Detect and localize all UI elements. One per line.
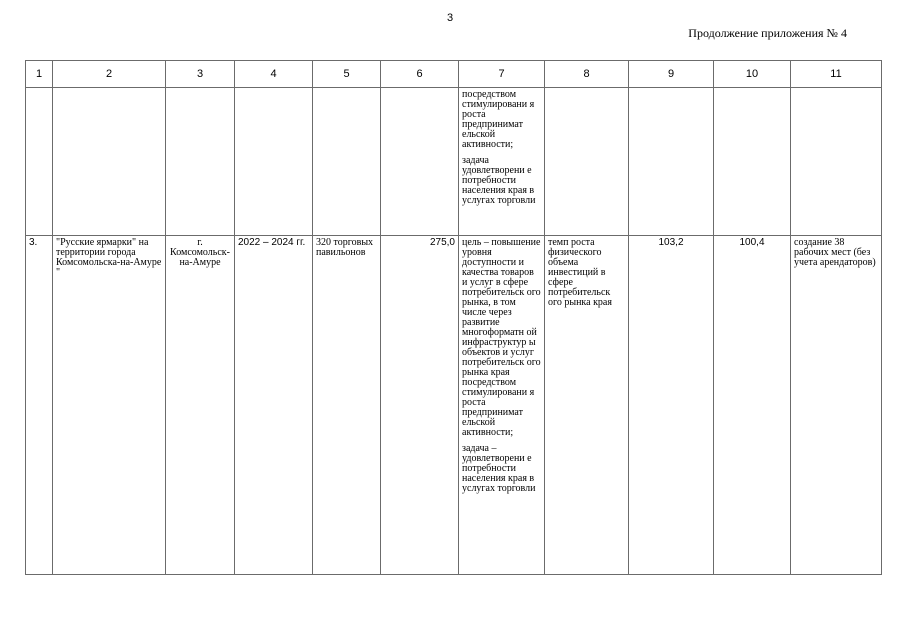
header-cell-5: 5 — [313, 61, 381, 88]
indicator: темп роста физического объема инвестиций в сфере потребительск ого рынка края — [545, 236, 629, 575]
header-cell-11: 11 — [791, 61, 882, 88]
continuation-title: Продолжение приложения № 4 — [688, 26, 847, 40]
project-name: "Русские ярмарки" на территории города Комсомольска-на-Амуре " — [53, 236, 166, 575]
header-cell-6: 6 — [381, 61, 459, 88]
table-row — [26, 236, 882, 575]
table-cell — [714, 88, 791, 236]
table-cell — [235, 88, 313, 236]
goal-paragraph: цель – повышение уровня доступности и качества товаров и услуг в сфере потребительск ого рынка, в том числе через развитие многоформатн ой инфраструктур ы объектов и услуг потребительск ого рынка края посредством стимулировани я роста предпринимат ельской активности; — [462, 237, 541, 438]
table-cell — [53, 88, 166, 236]
table-cell — [381, 88, 459, 236]
header-cell-3: 3 — [166, 61, 235, 88]
table-cell — [545, 88, 629, 236]
table-cell — [26, 88, 53, 236]
table-cell — [791, 88, 882, 236]
project-period: 2022 – 2024 гг. — [235, 236, 313, 575]
table-cell — [629, 88, 714, 236]
table-cell — [313, 88, 381, 236]
table-cell — [166, 88, 235, 236]
header-cell-4: 4 — [235, 61, 313, 88]
header-row — [26, 61, 882, 88]
task-paragraph: задача – удовлетворени е потребности населения края в услугах торговли — [462, 443, 536, 494]
value-column-10: 100,4 — [714, 236, 791, 575]
header-cell-7: 7 — [459, 61, 545, 88]
page-number: 3 — [447, 12, 454, 24]
table-row — [26, 88, 882, 236]
header-cell-10: 10 — [714, 61, 791, 88]
project-capacity: 320 торговых павильонов — [313, 236, 381, 575]
header-cell-8: 8 — [545, 61, 629, 88]
expected-result: создание 38 рабочих мест (без учета арендаторов) — [791, 236, 882, 575]
goal-task-cell — [459, 88, 545, 236]
header-cell-1: 1 — [26, 61, 53, 88]
header-cell-9: 9 — [629, 61, 714, 88]
value-column-9: 103,2 — [629, 236, 714, 575]
goal-paragraph: посредством стимулировани я роста предпринимат ельской активности; — [462, 89, 535, 150]
project-cost: 275,0 — [381, 236, 459, 575]
task-paragraph: задача удовлетворени е потребности населения края в услугах торговли — [462, 155, 536, 206]
project-location: г. Комсомольск-на-Амуре — [166, 236, 235, 575]
goal-task-cell — [459, 236, 545, 575]
header-cell-2: 2 — [53, 61, 166, 88]
appendix-table — [25, 60, 882, 575]
row-number: 3. — [26, 236, 53, 575]
